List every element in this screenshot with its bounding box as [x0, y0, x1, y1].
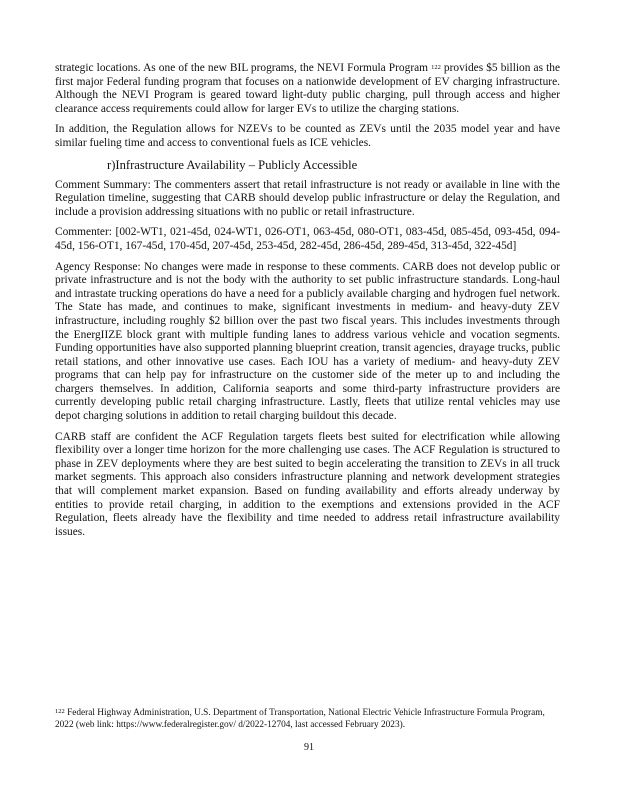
paragraph-nevi	[55, 62, 560, 116]
footnote-number: 122	[55, 708, 65, 715]
page-number: 91	[304, 742, 314, 753]
footnote-reference[interactable]: 122	[431, 64, 441, 71]
paragraph-nevi-text-a: strategic locations. As one of the new BIL programs, the NEVI Formula Program	[55, 62, 432, 74]
footnote-text: Federal Highway Administration, U.S. Department of Transportation, National Electric Vehicle Infrastructure Formula Program, 2022 (web link: https://www.federalregister.gov/ d/2022-12704, last accessed February 2023).	[55, 708, 545, 730]
paragraph-carb-staff: CARB staff are confident the ACF Regulation targets fleets best suited for electrification while allowing flexibility over a longer time horizon for the more challenging use cases. The ACF Regulation is structured to phase in ZEV deployments where they are best suited to begin accelerating the transition to ZEVs in all truck market segments. This approach also considers infrastructure planning and network development strategies that will complement market expansion. Based on funding availability and efforts already underway by entities to provide retail charging, in addition to the exemptions and extensions provided in the ACF Regulation, fleets already have the flexibility and time needed to address retail infrastructure availability issues.	[55, 430, 560, 538]
page-body	[55, 62, 560, 546]
paragraph-agency-response: Agency Response: No changes were made in response to these comments. CARB does not develop public or private infrastructure and is not the body with the authority to set public infrastructure standards. Long-haul and intrastate trucking operations do have a need for a publicly available charging and hydrogen fuel network. The State has made, and continues to make, significant investments in medium- and heavy-duty ZEV infrastructure, including roughly $2 billion over the past two fiscal years. This includes investments through the EnergIIZE block grant with multiple funding lanes to address various vehicle and vocation segments. Funding opportunities have also supported planning blueprint creation, transit agencies, drayage trucks, public retail stations, and other innovative use cases. Each IOU has a variety of medium- and heavy-duty ZEV programs that can help pay for infrastructure on the customer side of the meter up to and including the chargers themselves. In addition, California seaports and some third-party infrastructure providers are currently developing public retail charging infrastructure. Lastly, fleets that utilize rental vehicles may use depot charging solutions in addition to retail charging buildout this decade.	[55, 260, 560, 423]
footnote	[55, 707, 565, 731]
paragraph-nevi-text-b: provides $5 billion as the first major Federal funding program that focuses on a nationwide development of EV charging infrastructure. Although the NEVI Program is geared toward light-duty public charging, pull through access and higher clearance access requirements could allow for larger EVs to utilize the charging stations.	[55, 62, 560, 115]
paragraph-nzev: In addition, the Regulation allows for NZEVs to be counted as ZEVs until the 2035 model year and have similar fueling time and access to conventional fuels as ICE vehicles.	[55, 123, 560, 149]
paragraph-comment-summary: Comment Summary: The commenters assert that retail infrastructure is not ready or available in line with the Regulation timeline, suggesting that CARB should develop public infrastructure or delay the Regulation, and include a provision addressing situations with no public or retail infrastructure.	[55, 178, 560, 218]
paragraph-commenter-list: Commenter: [002-WT1, 021-45d, 024-WT1, 026-OT1, 063-45d, 080-OT1, 083-45d, 085-45d, 093-45d, 094-45d, 156-OT1, 167-45d, 170-45d, 207-45d, 253-45d, 282-45d, 286-45d, 289-45d, 313-45d, 322-45d]	[55, 226, 560, 252]
section-heading: r)Infrastructure Availability – Publicly Accessible	[107, 157, 358, 172]
